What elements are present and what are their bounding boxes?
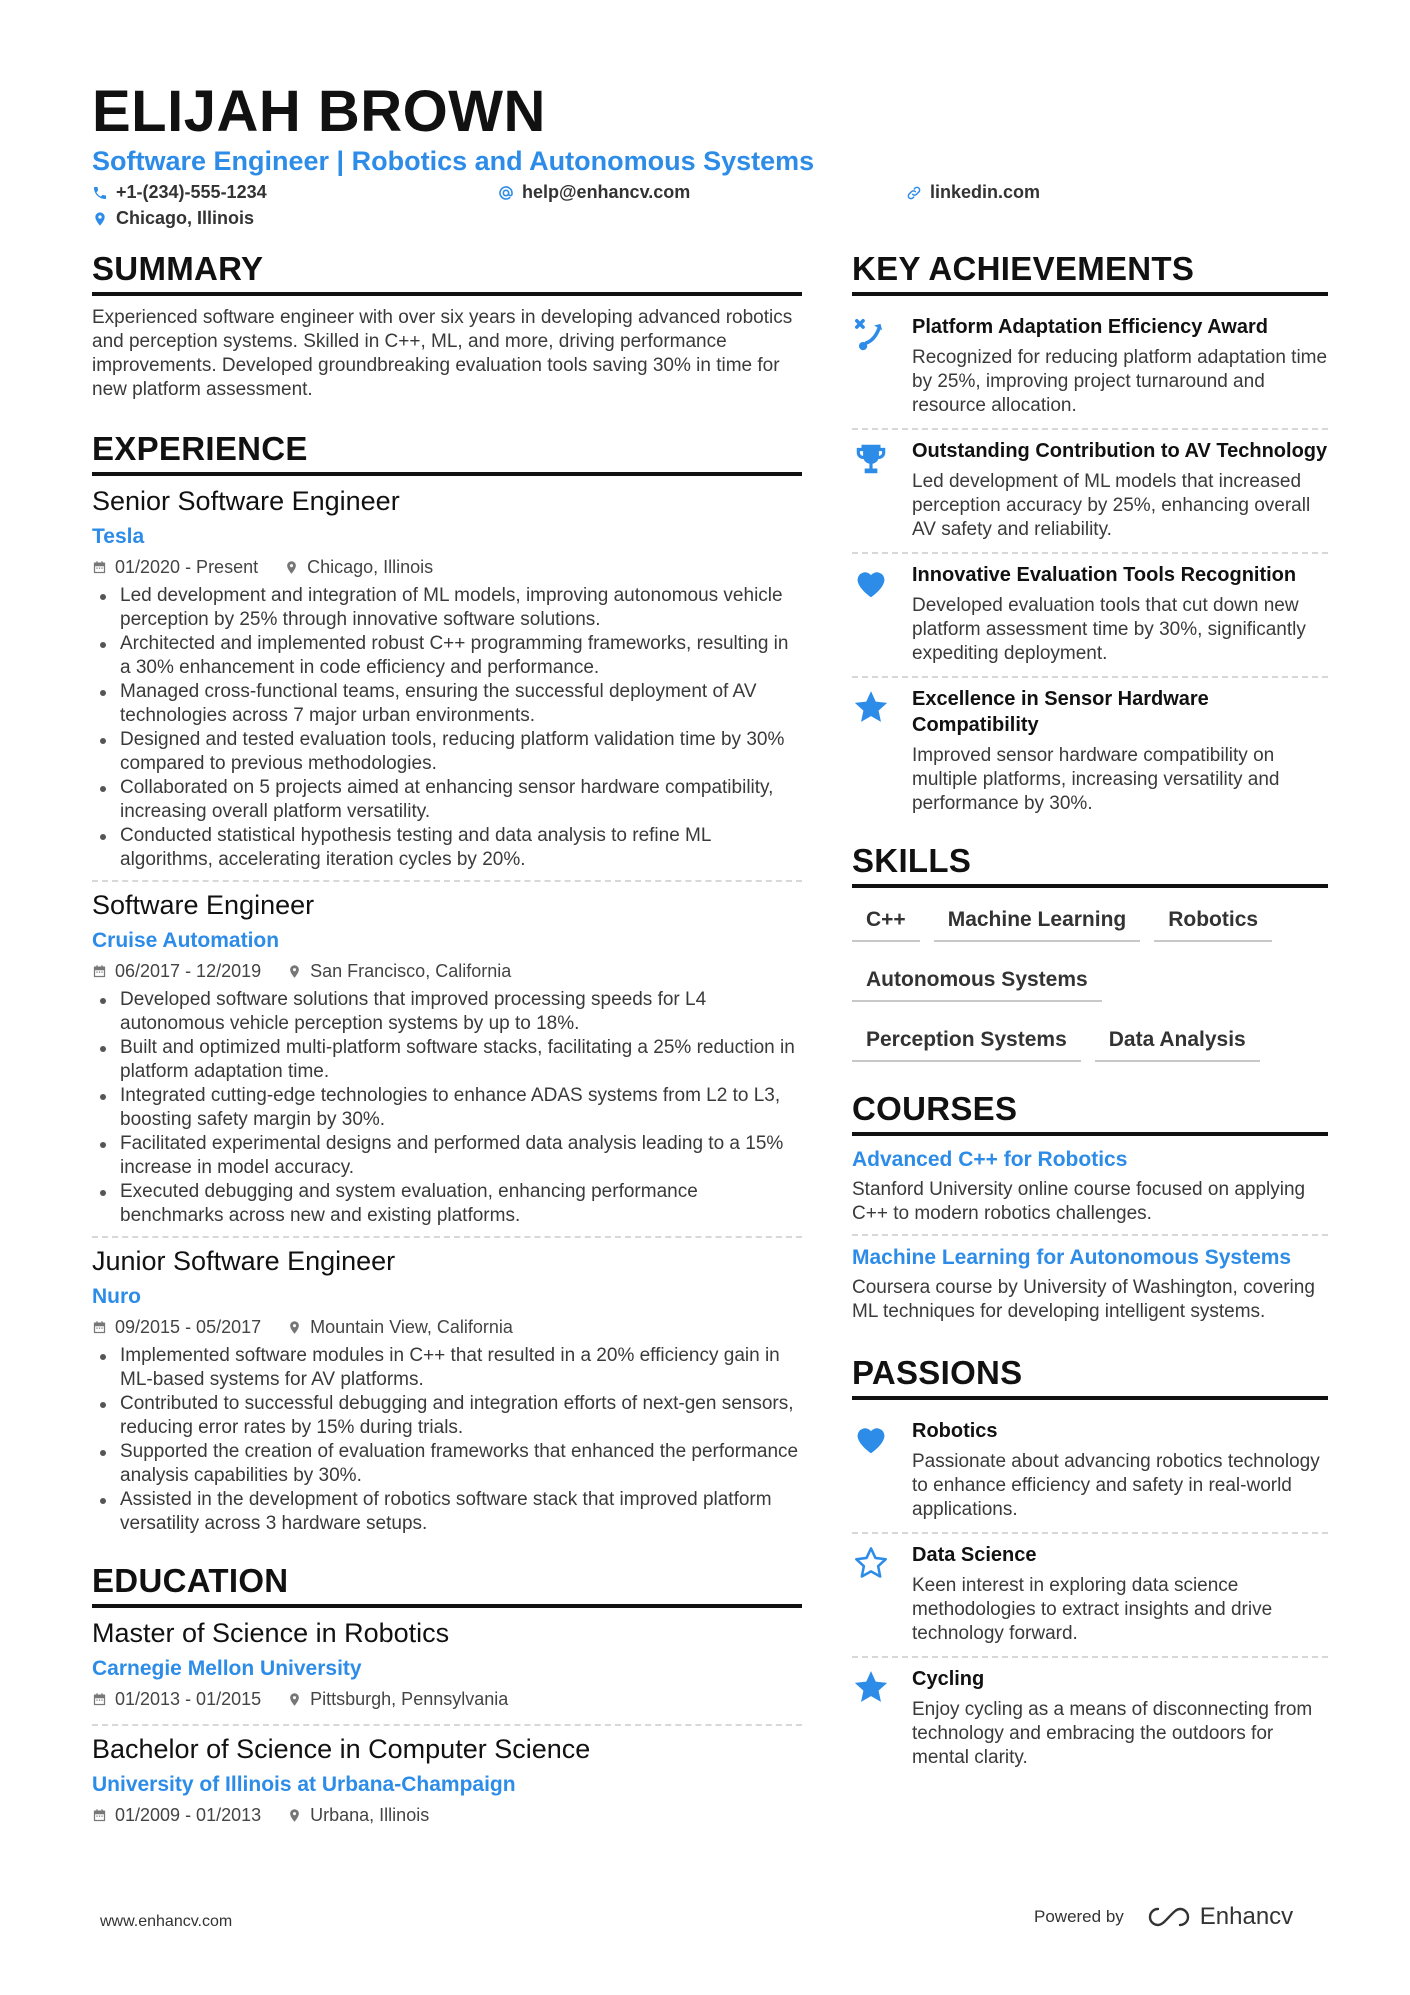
education-entry	[92, 1618, 802, 1724]
tactics-icon	[852, 316, 890, 354]
linkedin-text[interactable]: linkedin.com	[930, 182, 1041, 202]
passion-title: Robotics	[912, 1420, 998, 1442]
skill-tag: Autonomous Systems	[852, 958, 1102, 1002]
location-text: Chicago, Illinois	[116, 208, 255, 228]
job-location-text: Mountain View, California	[310, 1317, 513, 1337]
skill-tag: C++	[852, 898, 920, 942]
skill-tag: Perception Systems	[852, 1018, 1081, 1062]
company-name: Cruise Automation	[92, 929, 280, 952]
footer-branding	[1034, 1903, 1293, 1931]
bullet-item: Executed debugging and system evaluation, enhancing performance benchmarks across new and existing platforms.	[92, 1180, 802, 1228]
right-column	[852, 250, 1328, 1780]
course-desc: Stanford University online course focused on applying C++ to modern robotics challenges.	[852, 1179, 1306, 1224]
job-dates	[92, 961, 261, 982]
education-section	[92, 1562, 802, 1840]
bullet-item: Conducted statistical hypothesis testing and data analysis to refine ML algorithms, accelerating iteration cycles by 20%.	[92, 824, 802, 872]
experience-section	[92, 430, 802, 1544]
job-dates-text: 01/2020 - Present	[115, 557, 259, 577]
job-location-text: Chicago, Illinois	[307, 557, 434, 577]
bullet-item: Designed and tested evaluation tools, reducing platform validation time by 30% compared to previous methodologies.	[92, 728, 802, 776]
infinity-logo-icon	[1146, 1905, 1192, 1929]
section-title-experience: EXPERIENCE	[92, 430, 802, 476]
job-location	[284, 557, 433, 578]
section-title-courses: COURSES	[852, 1090, 1328, 1136]
candidate-name: ELIJAH BROWN	[92, 79, 546, 144]
location-pin-icon	[287, 1320, 302, 1335]
contact-linkedin[interactable]	[906, 182, 1040, 203]
job-bullets	[92, 1344, 802, 1536]
education-location	[287, 1805, 429, 1826]
job-meta	[92, 961, 802, 982]
job-entry	[92, 1236, 802, 1544]
phone-icon	[92, 185, 108, 201]
company-name: Nuro	[92, 1285, 141, 1308]
passion-desc: Enjoy cycling as a means of disconnecting from technology and embracing the outdoors for mental clarity.	[912, 1699, 1313, 1768]
phone-text: +1-(234)-555-1234	[116, 182, 267, 202]
email-text[interactable]: help@enhancv.com	[522, 182, 691, 202]
powered-by-text: Powered by	[1034, 1907, 1124, 1926]
section-title-summary: SUMMARY	[92, 250, 802, 296]
education-dates	[92, 1689, 261, 1710]
location-pin-icon	[287, 1692, 302, 1707]
achievements-section	[852, 250, 1328, 826]
location-pin-icon	[287, 964, 302, 979]
education-meta	[92, 1805, 802, 1826]
education-location-text: Pittsburgh, Pennsylvania	[310, 1689, 509, 1709]
achievement-item	[852, 428, 1328, 552]
calendar-icon	[92, 1320, 107, 1335]
passions-section	[852, 1354, 1328, 1780]
school-name: University of Illinois at Urbana-Champaign	[92, 1773, 516, 1796]
contact-phone	[92, 182, 267, 203]
bullet-item: Developed software solutions that improved processing speeds for L4 autonomous vehicle perception systems by up to 18%.	[92, 988, 802, 1036]
trophy-icon	[852, 440, 890, 478]
achievement-title: Outstanding Contribution to AV Technology	[912, 440, 1328, 462]
education-dates-text: 01/2009 - 01/2013	[115, 1805, 262, 1825]
calendar-icon	[92, 560, 107, 575]
job-meta	[92, 557, 802, 578]
location-pin-icon	[284, 560, 299, 575]
star-icon	[852, 688, 890, 726]
achievement-item	[852, 676, 1328, 826]
calendar-icon	[92, 1808, 107, 1823]
passion-title: Data Science	[912, 1544, 1037, 1566]
section-title-passions: PASSIONS	[852, 1354, 1328, 1400]
job-dates-text: 06/2017 - 12/2019	[115, 961, 262, 981]
section-title-education: EDUCATION	[92, 1562, 802, 1608]
contact-location	[92, 208, 254, 229]
candidate-headline: Software Engineer | Robotics and Autonomous Systems	[92, 146, 815, 176]
bullet-item: Led development and integration of ML models, improving autonomous vehicle perception by 25% through innovative software solutions.	[92, 584, 802, 632]
job-bullets	[92, 584, 802, 872]
course-title: Machine Learning for Autonomous Systems	[852, 1246, 1292, 1269]
job-entry	[92, 880, 802, 1236]
bullet-item: Assisted in the development of robotics software stack that improved platform versatility across 3 hardware setups.	[92, 1488, 802, 1536]
job-bullets	[92, 988, 802, 1228]
summary-text: Experienced software engineer with over six years in developing advanced robotics and perception systems. Skilled in C++, ML, and more, driving performance improvements. Developed groundbreaking evaluation tools saving 30% in time for new platform assessment.	[92, 307, 793, 400]
education-location	[287, 1689, 508, 1710]
job-meta	[92, 1317, 802, 1338]
job-entry	[92, 486, 802, 880]
education-entry	[92, 1724, 802, 1840]
job-location	[287, 1317, 513, 1338]
section-title-skills: SKILLS	[852, 842, 1328, 888]
company-name: Tesla	[92, 525, 145, 548]
education-dates	[92, 1805, 261, 1826]
left-column	[92, 250, 802, 1840]
achievement-item	[852, 552, 1328, 676]
bullet-item: Integrated cutting-edge technologies to enhance ADAS systems from L2 to L3, boosting safety margin by 30%.	[92, 1084, 802, 1132]
skill-tag: Robotics	[1154, 898, 1272, 942]
course-desc: Coursera course by University of Washington, covering ML techniques for developing intelligent systems.	[852, 1277, 1315, 1322]
job-title: Software Engineer	[92, 890, 315, 920]
passion-item	[852, 1656, 1328, 1780]
at-icon	[498, 185, 514, 201]
passion-desc: Passionate about advancing robotics technology to enhance efficiency and safety in real-world applications.	[912, 1451, 1320, 1520]
job-dates	[92, 557, 258, 578]
enhancv-logo[interactable]	[1146, 1903, 1293, 1931]
heart-icon	[852, 1420, 890, 1458]
achievement-title: Innovative Evaluation Tools Recognition	[912, 564, 1297, 586]
courses-section	[852, 1090, 1328, 1332]
job-title: Junior Software Engineer	[92, 1246, 396, 1276]
passion-item	[852, 1532, 1328, 1656]
course-title: Advanced C++ for Robotics	[852, 1148, 1128, 1171]
achievement-item	[852, 306, 1328, 428]
school-name: Carnegie Mellon University	[92, 1657, 362, 1680]
bullet-item: Managed cross-functional teams, ensuring the successful deployment of AV technologies across 7 major urban environments.	[92, 680, 802, 728]
achievement-desc: Developed evaluation tools that cut down new platform assessment time by 30%, significantly expediting deployment.	[912, 595, 1306, 664]
job-location-text: San Francisco, California	[310, 961, 512, 981]
bullet-item: Implemented software modules in C++ that resulted in a 20% efficiency gain in ML-based systems for AV platforms.	[92, 1344, 802, 1392]
bullet-item: Facilitated experimental designs and performed data analysis leading to a 15% increase in model accuracy.	[92, 1132, 802, 1180]
calendar-icon	[92, 964, 107, 979]
heart-icon	[852, 564, 890, 602]
bullet-item: Contributed to successful debugging and integration efforts of next-gen sensors, reducing error rates by 15% during trials.	[92, 1392, 802, 1440]
achievement-desc: Led development of ML models that increased perception accuracy by 25%, enhancing overall AV safety and reliability.	[912, 471, 1311, 540]
achievement-title: Excellence in Sensor Hardware Compatibility	[912, 688, 1209, 736]
star-outline-icon	[852, 1544, 890, 1582]
passion-title: Cycling	[912, 1668, 985, 1690]
degree-title: Master of Science in Robotics	[92, 1618, 450, 1648]
achievement-title: Platform Adaptation Efficiency Award	[912, 316, 1268, 338]
job-dates	[92, 1317, 261, 1338]
education-meta	[92, 1689, 802, 1710]
bullet-item: Supported the creation of evaluation frameworks that enhanced the performance analysis capabilities by 30%.	[92, 1440, 802, 1488]
education-location-text: Urbana, Illinois	[310, 1805, 430, 1825]
section-title-achievements: KEY ACHIEVEMENTS	[852, 250, 1328, 296]
summary-section	[92, 250, 802, 402]
passion-desc: Keen interest in exploring data science methodologies to extract insights and drive technology forward.	[912, 1575, 1273, 1644]
calendar-icon	[92, 1692, 107, 1707]
passion-item	[852, 1410, 1328, 1532]
location-pin-icon	[287, 1808, 302, 1823]
bullet-item: Collaborated on 5 projects aimed at enhancing sensor hardware compatibility, increasing overall platform versatility.	[92, 776, 802, 824]
course-item	[852, 1234, 1328, 1332]
skills-list	[852, 898, 1328, 1078]
star-icon	[852, 1668, 890, 1706]
education-dates-text: 01/2013 - 01/2015	[115, 1689, 262, 1709]
degree-title: Bachelor of Science in Computer Science	[92, 1734, 591, 1764]
achievement-desc: Recognized for reducing platform adaptation time by 25%, improving project turnaround and resource allocation.	[912, 347, 1328, 416]
footer-website[interactable]: www.enhancv.com	[100, 1913, 233, 1930]
skill-tag: Data Analysis	[1095, 1018, 1260, 1062]
course-item	[852, 1146, 1328, 1234]
achievement-desc: Improved sensor hardware compatibility on multiple platforms, increasing versatility and performance by 30%.	[912, 745, 1280, 814]
skills-section	[852, 842, 1328, 1078]
location-pin-icon	[92, 211, 108, 227]
contact-email[interactable]	[498, 182, 690, 203]
job-location	[287, 961, 511, 982]
job-title: Senior Software Engineer	[92, 486, 400, 516]
brand-name: Enhancv	[1199, 1903, 1294, 1930]
link-icon	[906, 185, 922, 201]
skill-tag: Machine Learning	[934, 898, 1141, 942]
job-dates-text: 09/2015 - 05/2017	[115, 1317, 262, 1337]
bullet-item: Built and optimized multi-platform software stacks, facilitating a 25% reduction in platform adaptation time.	[92, 1036, 802, 1084]
bullet-item: Architected and implemented robust C++ programming frameworks, resulting in a 30% enhancement in code efficiency and performance.	[92, 632, 802, 680]
